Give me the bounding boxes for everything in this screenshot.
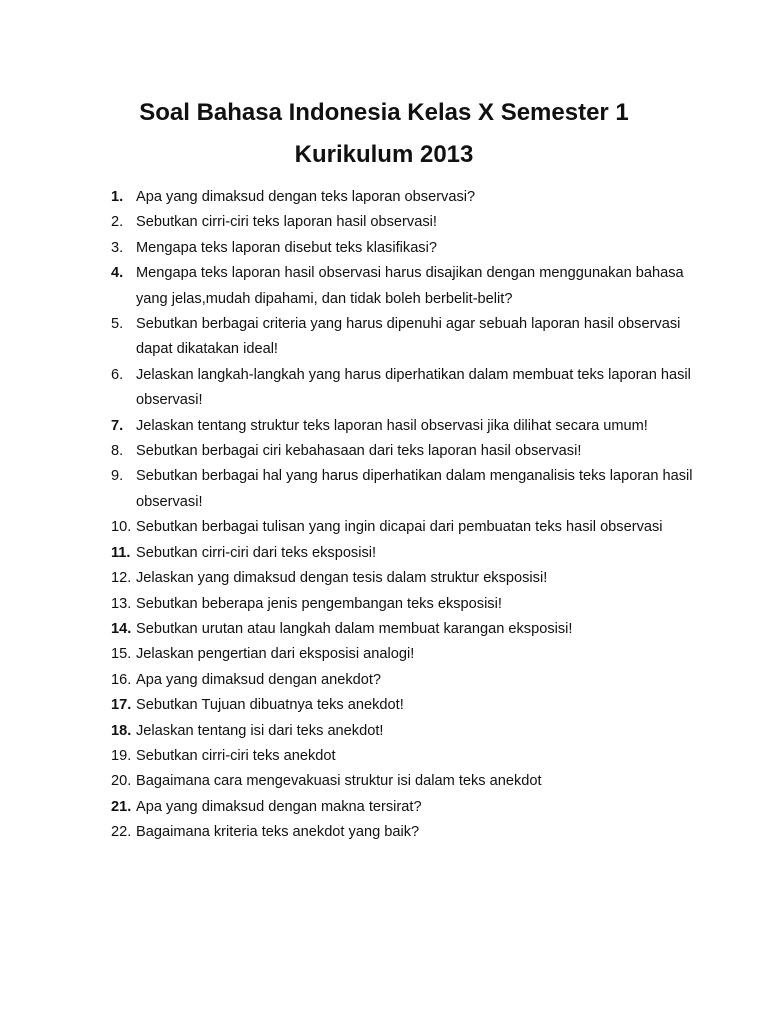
question-item xyxy=(111,617,711,642)
question-item xyxy=(111,668,711,693)
question-number: 6. xyxy=(111,366,124,383)
question-text: Sebutkan berbagai ciri kebahasaan dari teks laporan hasil observasi! xyxy=(136,443,582,460)
question-text: Sebutkan cirri-ciri teks anekdot xyxy=(136,747,336,764)
question-item xyxy=(111,642,711,667)
question-item xyxy=(111,210,711,235)
question-list xyxy=(111,185,711,846)
question-text: Apa yang dimaksud dengan anekdot? xyxy=(136,671,382,688)
question-text: Sebutkan berbagai tulisan yang ingin dicapai dari pembuatan teks hasil observasi xyxy=(136,519,663,536)
question-item xyxy=(111,820,711,845)
title-line-1: Soal Bahasa Indonesia Kelas X Semester 1 xyxy=(139,99,629,126)
question-number: 21. xyxy=(111,798,132,815)
question-number: 1. xyxy=(111,189,124,205)
question-item xyxy=(111,769,711,794)
question-text: Mengapa teks laporan disebut teks klasifikasi? xyxy=(136,239,437,256)
question-number: 19. xyxy=(111,747,132,764)
question-item xyxy=(111,515,711,540)
question-text: Sebutkan Tujuan dibuatnya teks anekdot! xyxy=(136,697,404,714)
question-item xyxy=(111,439,711,464)
question-number: 7. xyxy=(111,417,124,434)
question-item xyxy=(111,464,711,515)
question-number: 12. xyxy=(111,570,132,587)
question-item xyxy=(111,414,711,439)
question-text: Jelaskan pengertian dari eksposisi analogi! xyxy=(136,646,415,663)
question-text: Jelaskan yang dimaksud dengan tesis dalam struktur eksposisi! xyxy=(136,570,548,587)
question-number: 16. xyxy=(111,671,132,688)
question-item xyxy=(111,592,711,617)
question-number: 17. xyxy=(111,697,132,714)
question-item xyxy=(111,185,711,210)
question-number: 8. xyxy=(111,443,124,460)
question-text: Jelaskan tentang isi dari teks anekdot! xyxy=(136,722,384,739)
question-text: Sebutkan beberapa jenis pengembangan teks eksposisi! xyxy=(136,595,502,612)
question-text: Mengapa teks laporan hasil observasi harus disajikan dengan menggunakan bahasa yang jelas,mudah dipahami, dan tidak boleh berbelit-belit? xyxy=(136,265,684,307)
document-title xyxy=(0,92,768,176)
question-text: Sebutkan berbagai hal yang harus diperhatikan dalam menganalisis teks laporan hasil observasi! xyxy=(136,468,693,510)
question-item xyxy=(111,744,711,769)
question-number: 2. xyxy=(111,214,124,231)
question-item xyxy=(111,261,711,312)
title-line-2: Kurikulum 2013 xyxy=(294,141,474,168)
question-item xyxy=(111,566,711,591)
question-text: Sebutkan berbagai criteria yang harus dipenuhi agar sebuah laporan hasil observasi dapat dikatakan ideal! xyxy=(136,316,681,358)
question-number: 20. xyxy=(111,773,132,790)
question-text: Sebutkan urutan atau langkah dalam membuat karangan eksposisi! xyxy=(136,620,573,637)
question-text: Apa yang dimaksud dengan teks laporan observasi? xyxy=(136,189,476,205)
question-number: 10. xyxy=(111,519,132,536)
question-item xyxy=(111,719,711,744)
question-text: Bagaimana kriteria teks anekdot yang baik? xyxy=(136,824,420,841)
question-number: 5. xyxy=(111,316,124,333)
question-text: Apa yang dimaksud dengan makna tersirat? xyxy=(136,798,422,815)
question-item xyxy=(111,236,711,261)
question-number: 3. xyxy=(111,239,124,256)
question-number: 13. xyxy=(111,595,132,612)
question-text: Sebutkan cirri-ciri teks laporan hasil observasi! xyxy=(136,214,437,231)
question-text: Sebutkan cirri-ciri dari teks eksposisi! xyxy=(136,544,377,561)
question-number: 22. xyxy=(111,824,132,841)
question-item xyxy=(111,795,711,820)
question-text: Bagaimana cara mengevakuasi struktur isi dalam teks anekdot xyxy=(136,773,542,790)
question-item xyxy=(111,693,711,718)
question-item xyxy=(111,541,711,566)
question-number: 4. xyxy=(111,265,124,282)
question-text: Jelaskan langkah-langkah yang harus diperhatikan dalam membuat teks laporan hasil observasi! xyxy=(136,366,691,409)
question-number: 15. xyxy=(111,646,132,663)
question-number: 18. xyxy=(111,722,132,739)
question-number: 9. xyxy=(111,468,124,485)
question-number: 14. xyxy=(111,620,132,637)
question-text: Jelaskan tentang struktur teks laporan hasil observasi jika dilihat secara umum! xyxy=(136,417,648,434)
question-item xyxy=(111,363,711,414)
question-number: 11. xyxy=(111,544,131,561)
question-item xyxy=(111,312,711,363)
